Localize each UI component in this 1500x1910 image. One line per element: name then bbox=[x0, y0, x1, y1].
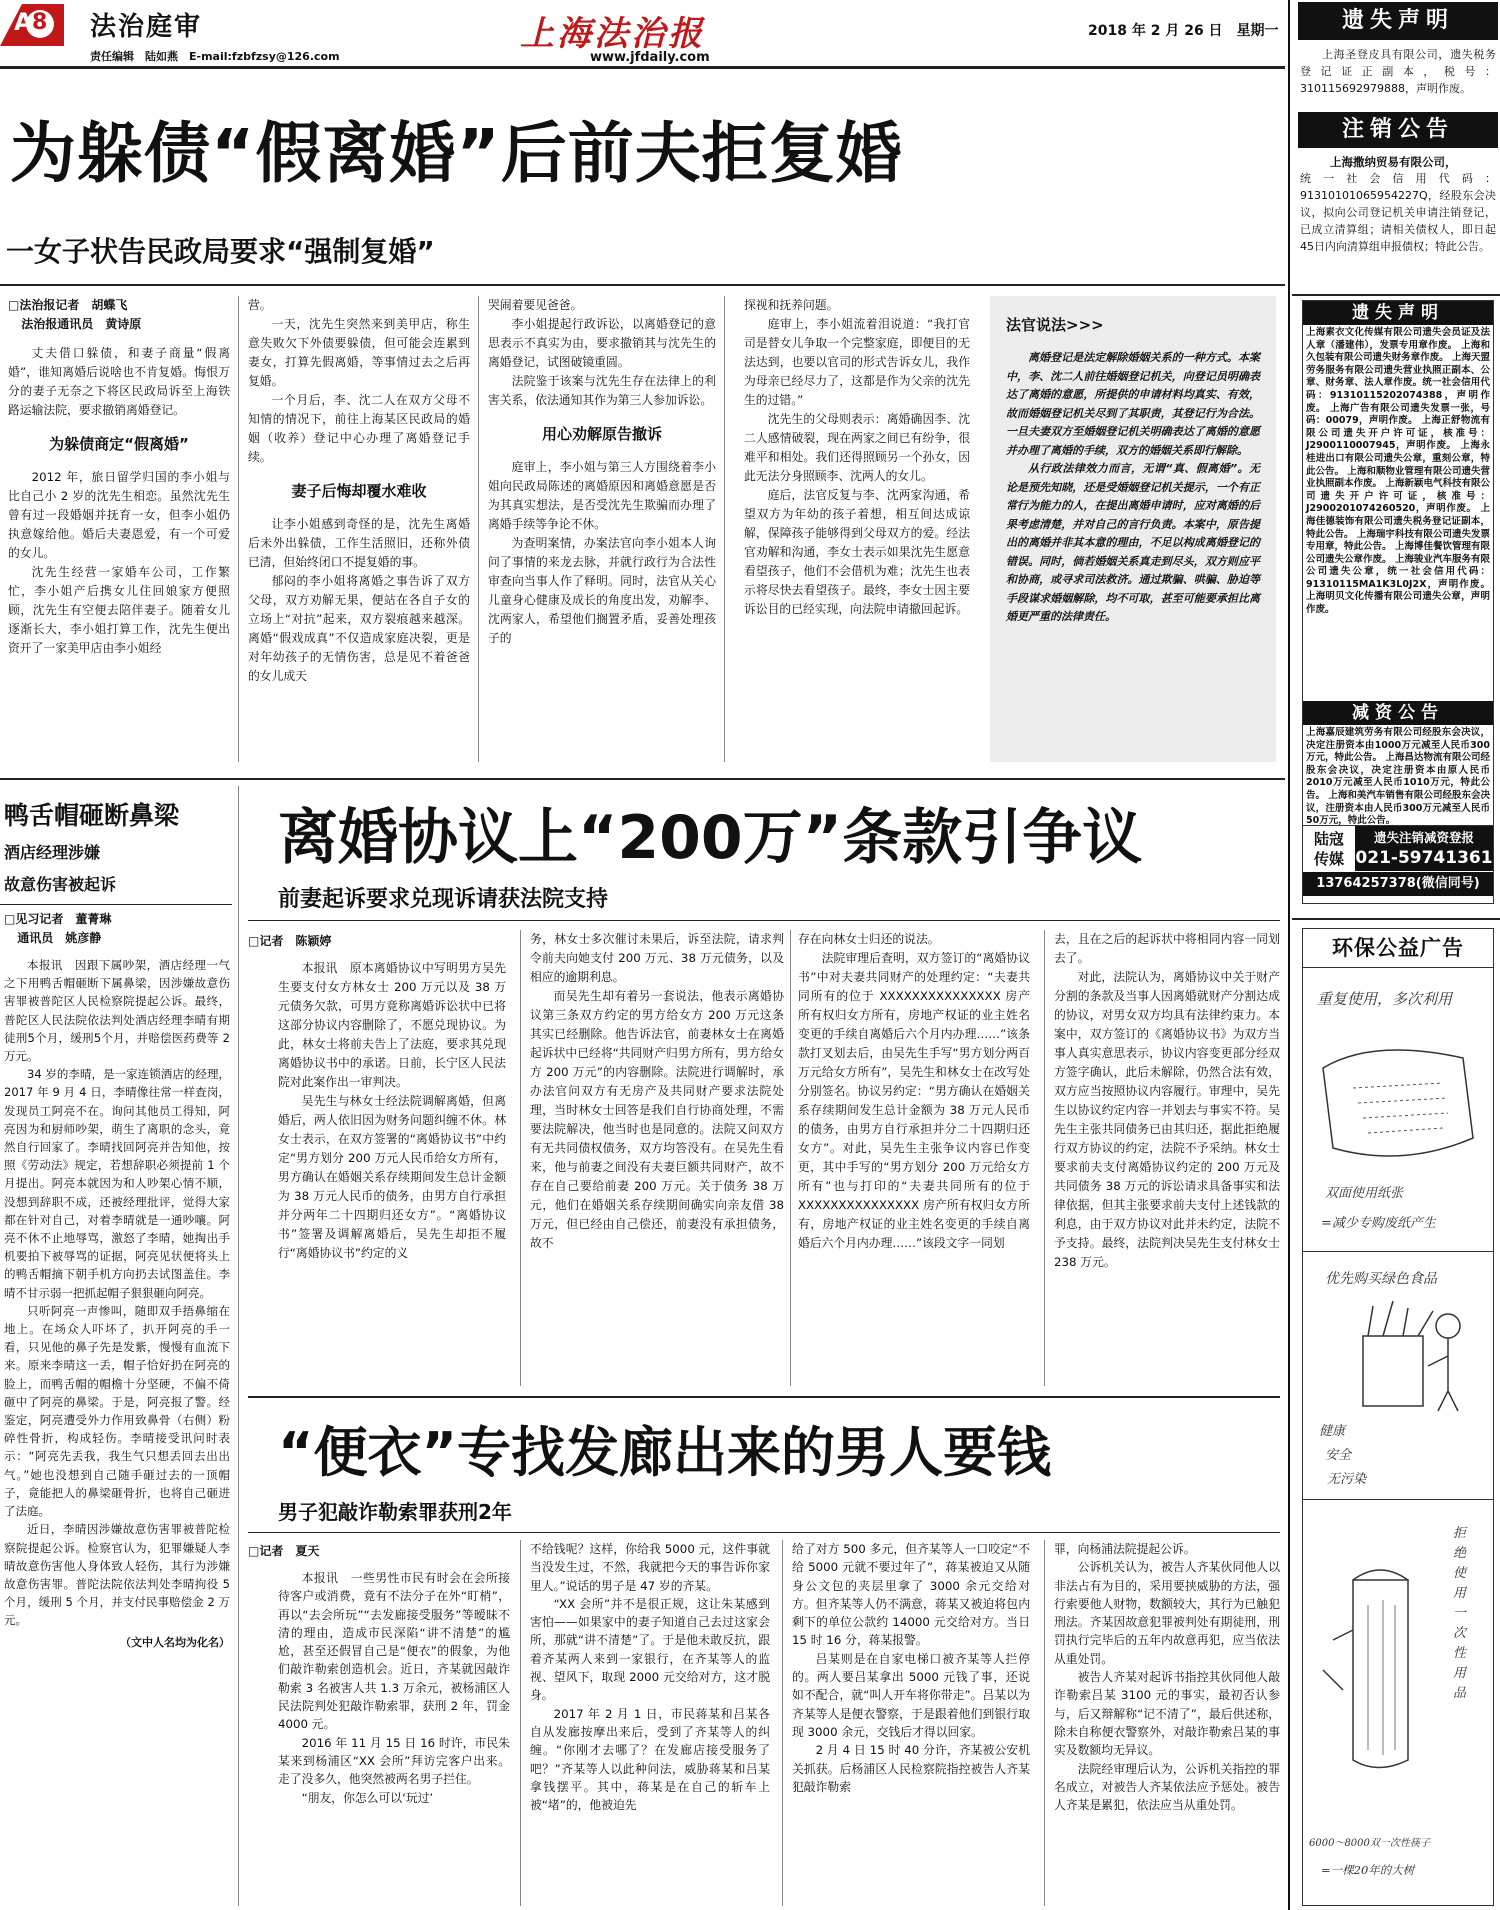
byline: □见习记者 董菁琳 bbox=[4, 912, 112, 926]
ad-brand-line: 陆寇 bbox=[1313, 830, 1344, 848]
ad-brand bbox=[1303, 826, 1355, 871]
paragraph: 只听阿亮一声惨叫，随即双手捂鼻缩在地上。在场众人吓坏了，扒开阿亮的手一看，只见他的鼻子先是发紫，慢慢有血流下来。原来李晴这一丢，帽子恰好扔在阿亮的脸上，而鸭舌帽的帽檐十分坚硬，不偏不倚砸中了阿亮的鼻梁。于是，阿亮报了警。经鉴定，阿亮遭受外力作用致鼻骨（右侧）粉碎性骨折，构成轻伤。李晴接受讯问时表示：“阿亮先丢我，我生气只想丢回去出出气。”她也没想到自己随手砸过去的一顶帽子，竟能把人的鼻梁砸骨折，也将自己砸进了法庭。 bbox=[4, 1303, 230, 1519]
eco-caption: 6000～8000双一次性筷子 bbox=[1309, 1838, 1430, 1849]
headline: 为躲债“假离婚”后前夫拒复婚 bbox=[10, 115, 903, 192]
notice-item: 上海嘉辰建筑劳务有限公司经股东会决议，决定注册资本由1000万元减至人民币300万元，特此公告。 bbox=[1306, 727, 1490, 764]
paragraph: 离婚登记是法定解除婚姻关系的一种方式。本案中，李、沈二人前往婚姻登记机关，向登记员明确表达了离婚的意愿，所提供的申请材料均真实、有效，故而婚姻登记机关尽到了其职责，其登记行为合法。一旦夫妻双方至婚姻登记机关明确表达了离婚的意愿并办理了离婚的手续，双方的婚姻关系即行解除。 bbox=[1006, 351, 1260, 457]
subheadline: 故意伤害被起诉 bbox=[4, 875, 117, 894]
notice-item: 上海瑞宇科技有限公司遗失发票专用章，特此公告。 bbox=[1306, 528, 1490, 553]
issue-date: 2018 年 2 月 26 日 星期一 bbox=[1088, 23, 1279, 39]
sidebar-rule bbox=[1288, 0, 1290, 1910]
paragraph: 法院经审理后认为，公诉机关指控的罪名成立，对被告人齐某依法应予惩处。被告人齐某是累犯，依法应当从重处罚。 bbox=[1054, 1761, 1280, 1813]
paragraph: 对此，法院认为，离婚协议中关于财产分割的条款及当事人因离婚就财产分割达成的协议，对男女双方均具有法律约束力。本案中，双方签订的《离婚协议书》为双方当事人真实意思表示，协议内容变更部分经双方签字确认，此后未解除，仍然合法有效，双方应当按照协议内容履行。审理中，吴先生以协议约定内容一并划去与事实不符。吴先生主张共同债务已由其归还，据此拒绝履行双方协议的约定，法院不予采纳。林女士要求前夫支付离婚协议约定的 200 万元及共同债务 38 万元的诉讼请求具备事实和法律依据，但其主张要求前夫支付上述钱款的利息，由于双方协议对此并未约定，法院不予支持。最终，法院判决吴先生支付林女士 238 万元。 bbox=[1054, 970, 1280, 1269]
paragraph: 2017 年 2 月 1 日，市民蒋某和吕某各自从发廊按摩出来后，受到了齐某等人的纠缠。“你刚才去哪了？在发廊店接受服务了吧？”齐某等人以此种问法，威胁蒋某和吕某拿钱摆平。其中，蒋某是在自己的斩车上被“堵”的，他被迫先 bbox=[530, 1706, 770, 1813]
paragraph: 庭后，法官反复与李、沈两家沟通，希望双方为年幼的孩子着想，相互间达成谅解，保障孩子能够得到父母双方的爱。经法官劝解和沟通，李女士表示如果沈先生愿意看望孩子，他们不会借机为难；沈先生也表示将尽快去看望孩子。最终，李女士因主要诉讼目的已经实现，向法院申请撤回起诉。 bbox=[744, 488, 970, 616]
column-rule bbox=[1044, 930, 1045, 1386]
notice-item: 上海新颖电气科技有限公司遗失开户许可证，核准号：J2900201074260520，声明作废。 bbox=[1306, 478, 1490, 515]
divider bbox=[0, 284, 1285, 286]
paragraph: 一天，沈先生突然来到美甲店，称生意失败欠下外债要躲债，但可能会连累到妻女，打算先假离婚，等事情过去之后再复婚。 bbox=[248, 317, 470, 388]
column-rule bbox=[782, 1540, 783, 1906]
column-rule bbox=[238, 296, 239, 762]
section-title: 法治庭审 bbox=[90, 12, 203, 42]
paragraph: 被告人齐某对起诉书指控其伙同他人敲诈勒索吕某 3100 元的事实，最初否认参与，后又辩解称“记不清了”，最后供述称，除未自称便衣警察外，对敲诈勒索吕某的事实及数额均无异议。 bbox=[1054, 1670, 1280, 1758]
page-number: 8 bbox=[32, 10, 48, 35]
paragraph: 庭审上，李小姐流着泪说道：“我打官司是替女儿争取一个完整家庭，即便目的无法达到，也要以官司的形式告诉女儿，我作为母亲已经尽力了，这都是作为父亲的沈先生的过错。” bbox=[744, 317, 970, 407]
note: （文中人名均为化名） bbox=[120, 1635, 230, 1649]
byline: 通讯员 姚彦静 bbox=[17, 931, 102, 945]
paragraph: 营。 bbox=[248, 298, 272, 312]
col-4 bbox=[1054, 930, 1280, 1386]
byline: □记者 夏天 bbox=[248, 1544, 320, 1558]
paragraph: 公诉机关认为，被告人齐某伙同他人以非法占有为目的，采用要挟威胁的方法，强行索要他人财物，数额较大，其行为已触犯刑法。齐某因故意犯罪被判处有期徒刑，刑罚执行完毕后的五年内故意再犯，应当依法从重处罚。 bbox=[1054, 1560, 1280, 1666]
notice-item: 上海天盟劳务服务有限公司遗失营业执照正副本、公章、财务章、法人章作废。统一社会信用代码：91310115202074388，声明作废。 bbox=[1306, 352, 1490, 414]
paragraph: 而吴先生却有着另一套说法，他表示离婚协议第三条双方约定的男方给女方 200 万元这条其实已经删除。他告诉法官，前妻林女士在离婚起诉状中已经将“共同财产归男方所有，男方给女方 200 万元”的内容删除。法院进行调解时，承办法官问双方有无房产及共同财产要求法院处理，当时林女士回答是我们自行协商处理，不需要法院解决，他当时也是同意的。法院又问双方有无共同债权债务，双方均答没有。在吴先生看来，他与前妻之间没有夫妻巨额共同财产，故不存在自己要给前妻 200 万元。关于债务 38 万元，他们在婚姻关系存续期间确实向亲友借 38 万元，但已经由自己偿还，前妻没有承担债务，故不 bbox=[530, 989, 784, 1250]
col bbox=[4, 910, 230, 1900]
eco-caption: 双面使用纸张 bbox=[1325, 1186, 1404, 1201]
paragraph: 吴先生与林女士经法院调解离婚，但离婚后，两人依旧因为财务问题纠缠不休。林女士表示，在双方签署的“离婚协议书”中约定“男方划分 200 万元人民币给女方所有，男方确认在婚姻关系存续期间发生总计金额为 38 万元人民币的债务，由男方自行承担并分两年二十四期归还女方”。“离婚协议书”签署及调解离婚后，吴先生却拒不履行“离婚协议书”约定的义 bbox=[278, 1094, 506, 1260]
notice-text: 上海圣登皮具有限公司，遗失税务登记证正副本，税号：310115692979888，声明作废。 bbox=[1300, 48, 1496, 95]
page-letter: A bbox=[14, 8, 33, 36]
paragraph: 务，林女士多次催讨未果后，诉至法院，请求判令前夫向她支付 200 万元、38 万元债务，以及相应的逾期利息。 bbox=[530, 932, 784, 984]
notice-title: 注销公告 bbox=[1298, 112, 1498, 148]
eco-caption: =减少专购废纸产生 bbox=[1321, 1216, 1436, 1231]
col-1 bbox=[8, 296, 230, 762]
col-3 bbox=[798, 930, 1030, 1386]
paragraph: 本报讯 原本离婚协议中写明男方吴先生要支付女方林女士 200 万元以及 38 万元债务欠款，可男方竟称离婚诉讼状中已将这部分协议内容删除了，不愿兑现协议。为此，林女士将前夫告上了法庭，要求其兑现离婚协议书中的承诺。日前，长宁区人民法院对此案作出一审判决。 bbox=[278, 961, 506, 1089]
eco-caption: =一棵20年的大树 bbox=[1321, 1863, 1415, 1877]
paragraph: 2012 年，旅日留学归国的李小姐与比自己小 2 岁的沈先生相恋。虽然沈先生曾有过一段婚姻并抚育一女，但李小姐仍执意嫁给他。婚后夫妻恩爱，有一个可爱的女儿。 bbox=[8, 470, 230, 560]
eco-caption: 健康 bbox=[1319, 1424, 1346, 1439]
column-rule bbox=[520, 930, 521, 1386]
eco-panel-chopsticks bbox=[1303, 1500, 1493, 1904]
divider bbox=[0, 778, 1285, 780]
col-2 bbox=[530, 930, 784, 1386]
column-rule bbox=[238, 786, 239, 1906]
col-2 bbox=[248, 296, 470, 762]
divider bbox=[248, 920, 1280, 921]
paragraph: “XX 会所”并不是很正规，这让朱某感到害怕——如果家中的妻子知道自己去过这家会所，那就“讲不清楚”了。于是他未敢反抗，跟着齐某两人来到一家银行，在齐某等人的监视、望风下，取现 2000 元交给对方，这才脱身。 bbox=[530, 1596, 770, 1703]
ad-mobile: 13764257378(微信同号) bbox=[1303, 871, 1493, 896]
eco-panel-food bbox=[1303, 1252, 1493, 1500]
col-1 bbox=[248, 1540, 510, 1906]
notice-item: 上海广告有限公司遗失发票一张，号码：00079，声明作废。 bbox=[1306, 402, 1490, 427]
ad-contact bbox=[1355, 826, 1493, 871]
paragraph: 哭闹着要见爸爸。 bbox=[488, 298, 583, 312]
col-3 bbox=[792, 1540, 1030, 1906]
col-4 bbox=[744, 296, 970, 762]
headline: 离婚协议上“200万”条款引争议 bbox=[278, 803, 1143, 873]
divider bbox=[1292, 294, 1500, 296]
notice-item: 上海昌达物流有限公司经股东会决议，决定注册资本由原人民币2010万元减至人民币1010万元，特此公告。 bbox=[1306, 752, 1490, 801]
eco-caption: 重复使用，多次利用 bbox=[1317, 990, 1453, 1008]
paragraph: 去，且在之后的起诉状中将相同内容一同划去了。 bbox=[1054, 932, 1280, 965]
paragraph: 存在向林女士归还的说法。 bbox=[798, 932, 940, 946]
notice-item: 上海和久包装有限公司遗失财务章作废。 bbox=[1306, 339, 1490, 364]
eco-panel-paper bbox=[1303, 968, 1493, 1252]
paragraph: 探视和抚养问题。 bbox=[744, 298, 839, 312]
paragraph: 不给钱呢？这样，你给我 5000 元，这件事就当没发生过，不然，我就把今天的事告诉你家里人。”说话的男子是 47 岁的齐某。 bbox=[530, 1542, 770, 1593]
notice-text: 统一社会信用代码：91310101065954227Q，经股东会决议，拟向公司登记机关申请注销登记，已成立清算组；请相关债权人，即日起45日内向清算组申报债权；特此公告。 bbox=[1300, 172, 1496, 253]
byline: □法治报记者 胡蝶飞 bbox=[8, 298, 128, 312]
byline: □记者 陈颖婷 bbox=[248, 934, 332, 948]
notice-item: 上海骏业汽车服务有限公司遗失公章，统一社会信用代码：91310115MA1K3L0J2X，声明作废。 bbox=[1306, 553, 1490, 590]
notice-title: 遗失声明 bbox=[1298, 2, 1498, 40]
divider bbox=[0, 904, 232, 905]
section-heading: 用心劝解原告撤诉 bbox=[541, 425, 662, 443]
eco-caption: 拒绝使用一次性用品 bbox=[1453, 1526, 1467, 1701]
paragraph: 本报讯 因跟下属吵架，酒店经理一气之下用鸭舌帽砸断下属鼻梁，因涉嫌故意伤害罪被普陀区人民检察院提起公诉。最终，普陀区人民法院依法判处酒店经理李晴有期徒刑5个月，缓刑5个月，并赔偿医药费等 2 万元。 bbox=[4, 958, 230, 1064]
notice-item: 上海明贝文化传播有限公司遗失公章，声明作废。 bbox=[1306, 591, 1490, 616]
eco-ad bbox=[1302, 928, 1494, 1906]
ad-brand-line: 传媒 bbox=[1313, 850, 1344, 868]
eco-caption: 优先购买绿色食品 bbox=[1325, 1271, 1437, 1287]
paper-sheet-icon bbox=[1313, 1028, 1483, 1178]
classified-box bbox=[1302, 300, 1494, 904]
paragraph: 本报讯 一些男性市民有时会在会所接待客户或消费，竟有不法分子在外“盯梢”，再以“去会所玩”“去发廊接受服务”等暧昧不清的理由，造成市民深陷“讲不清楚”的尴尬，甚至还假冒自己是“便衣”的假象，为他们敲诈勒索创造机会。近日，齐某就因敲诈勒索 3 名被害人共 1.3 万余元，被杨浦区人民法院判处犯敲诈勒索罪，获刑 2 年，罚金 4000 元。 bbox=[278, 1571, 510, 1732]
box-body bbox=[1006, 349, 1260, 627]
site-url: www.jfdaily.com bbox=[590, 50, 710, 65]
editor-line: 责任编辑 陆如燕 E-mail:fzbfzsy@126.com bbox=[90, 50, 340, 63]
column-rule bbox=[1044, 1540, 1045, 1906]
paragraph: 沈先生的父母则表示：离婚确因李、沈二人感情破裂，现在两家之间已有纷争，很难平和相处。我们还得照顾另一个孙女，因此无法分身照顾李、沈两人的女儿。 bbox=[744, 412, 970, 483]
header-rule bbox=[0, 66, 1285, 69]
shopping-bag-icon bbox=[1323, 1296, 1473, 1416]
masthead: 上海法治报 bbox=[520, 14, 705, 54]
paragraph: 丈夫借口躲债，和妻子商量“假离婚”，谁知离婚后说啥也不肯复婚。悔恨万分的妻子无奈之下将区民政局诉至上海铁路运输法院，要求撤销离婚登记。 bbox=[8, 346, 230, 417]
paragraph: 让李小姐感到奇怪的是，沈先生离婚后未外出躲债，工作生活照旧，还称外债已清，但始终闭口不提复婚的事。 bbox=[248, 517, 470, 569]
col-1 bbox=[248, 930, 506, 1386]
paragraph: 2 月 4 日 15 时 40 分许，齐某被公安机关抓获。后杨浦区人民检察院指控被告人齐某犯敲诈勒索 bbox=[792, 1743, 1030, 1794]
divider bbox=[248, 1396, 1280, 1398]
section-heading: 为躲债商定“假离婚” bbox=[49, 435, 189, 453]
notice-item: 上海和美汽车销售有限公司经股东会决议，注册资本由人民币300万元减至人民币50万元，特此公告。 bbox=[1306, 789, 1490, 827]
eco-title: 环保公益广告 bbox=[1303, 929, 1493, 968]
byline: 法治报通讯员 黄诗原 bbox=[21, 317, 142, 331]
column-rule bbox=[520, 1540, 521, 1906]
divider bbox=[1292, 918, 1500, 920]
judge-comment-box bbox=[990, 296, 1276, 762]
paragraph: 郁闷的李小姐将离婚之事告诉了双方父母，双方劝解无果，便站在各自子女的立场上“对抗”起来，双方裂痕越来越深。离婚“假戏成真”不仅造成家庭决裂，更是对年幼孩子的无情伤害，总是见不着爸爸的女儿成天 bbox=[248, 574, 470, 683]
section-heading: 妻子后悔却覆水难收 bbox=[291, 482, 427, 500]
headline: 鸭舌帽砸断鼻梁 bbox=[4, 801, 180, 830]
notice-item: 上海永桂进出口有限公司遗失公章，重刻公章，特此公告。 bbox=[1306, 440, 1491, 477]
paragraph: 罪，向杨浦法院提起公诉。 bbox=[1054, 1542, 1196, 1556]
notice-company: 上海撒纳贸易有限公司， bbox=[1330, 155, 1457, 169]
paragraph: 庭审上，李小姐与第三人方围绕着李小姐向民政局陈述的离婚原因和离婚意愿是否为其真实想法，是否受沈先生欺骗而办理了离婚手续等争论不休。 bbox=[488, 460, 716, 531]
col-4 bbox=[1054, 1540, 1280, 1906]
ad-banner bbox=[1303, 825, 1493, 871]
notice-item: 上海博佳餐饮管理有限公司遗失公章作废。 bbox=[1306, 541, 1490, 565]
paragraph: 李小姐提起行政诉讼，以离婚登记的意思表示不真实为由，要求撤销其与沈先生的离婚登记，试图破镜重圆。 bbox=[488, 317, 716, 369]
paragraph: 法院审理后查明，双方签订的“离婚协议书”中对夫妻共同财产的处理约定：“夫妻共同所有的位于 XXXXXXXXXXXXXXX 房产所有权归女方所有，房地产权证的业主姓名变更的手续自离婚后六个月内办理……”该条款打叉划去后，由吴先生手写“男方划分两百万元给女方所有”，吴先生和林女士在改写处分别签名。协议另约定：“男方确认在婚姻关系存续期间发生总计金额为 38 万元人民币的债务，由男方自行承担并分二十四期归还女方”。对此，吴先生主张争议内容已作变更，其中手写的“男方划分 200 万元给女方所有”也与打印的“夫妻共同所有的位于 XXXXXXXXXXXXXXX 房产所有权归女方所有，房地产权证的业主姓名变更的手续自离婚后六个月内办理……”该段文字一同划 bbox=[798, 951, 1030, 1250]
col-2 bbox=[530, 1540, 770, 1906]
divider bbox=[248, 1532, 1280, 1533]
notice-list bbox=[1303, 725, 1493, 825]
notice-title: 遗失声明 bbox=[1303, 301, 1493, 325]
paragraph: 34 岁的李晴，是一家连锁酒店的经理，2017 年 9 月 4 日，李晴像往常一样查岗，发现员工阿亮不在。询问其他员工得知，阿亮因为和厨师吵架，萌生了离职的念头，竟然自行回家了。李晴找回阿亮并告知他，按照《劳动法》规定，若想辞职必须提前 1 个月提出。阿亮本就因为和人吵架心情不顺，没想到辞职不成，还被经理批评，觉得大家都在针对自己，对着李晴就是一通吵嚷。阿亮不休不止地辱骂，激怒了李晴，她掏出手机要拍下被辱骂的证据，阿亮见状便将头上的鸭舌帽摘下朝手机方向扔去试图盖住。李晴不甘示弱一把抓起帽子狠狠砸向阿亮。 bbox=[4, 1067, 230, 1300]
subheadline: 酒店经理涉嫌 bbox=[4, 843, 101, 862]
paragraph: 沈先生经营一家婚车公司，工作繁忙，李小姐产后携女儿住回娘家方便照顾，沈先生有空便去陪伴妻子。随着女儿逐渐长大，李小姐打算工作，沈先生便出资开了一家美甲店由李小姐经 bbox=[8, 565, 230, 655]
paragraph: 近日，李晴因涉嫌故意伤害罪被普陀检察院提起公诉。检察官认为，犯罪嫌疑人李晴故意伤害他人身体致人轻伤，其行为涉嫌故意伤害罪。普陀法院依法判处李晴拘役 5 个月，缓刑 5 个月，并支付民事赔偿金 2 万元。 bbox=[4, 1522, 230, 1628]
paragraph: 为查明案情，办案法官向李小姐本人询问了事情的来龙去脉，并就行政行为合法性审查向当事人作了释明。同时，法官从关心儿童身心健康及成长的角度出发，劝解李、沈两家人，希望他们搁置矛盾，妥善处理孩子的 bbox=[488, 536, 716, 645]
column-rule bbox=[478, 296, 479, 762]
notice-item: 上海正舒物流有限公司遗失开户许可证，核准号：J2900110007945，声明作废。 bbox=[1306, 415, 1490, 452]
eco-caption: 无污染 bbox=[1327, 1472, 1367, 1487]
notice-item: 上海佳德装饰有限公司遗失税务登记证副本，特此公告。 bbox=[1306, 503, 1490, 540]
subheadline: 男子犯敲诈勒索罪获刑2年 bbox=[278, 1500, 512, 1524]
eco-caption: 安全 bbox=[1325, 1448, 1352, 1463]
column-rule bbox=[724, 296, 725, 762]
paragraph: 一个月后，李、沈二人在双方父母不知情的情况下，前往上海某区民政局的婚姻（收养）登记中心办理了离婚登记手续。 bbox=[248, 393, 470, 464]
paragraph: 从行政法律效力而言，无谓“真、假离婚”。无论是预先知晓，还是受婚姻登记机关提示，一个有正常行为能力的人，在提出离婚申请时，应对离婚的后果考虑清楚，并对自己的言行负责。本案中，原告提出的离婚并非其本意的理由，不足以构成离婚登记的错误。同时，倘若婚姻关系真走到尽头，双方则应平和协商，或寻求司法救济。通过欺骗、哄骗、胁迫等手段谋求婚姻解除，均不可取，甚至可能要承担比离婚更严重的法律责任。 bbox=[1006, 462, 1260, 623]
box-title: 法官说法>>> bbox=[1006, 316, 1104, 334]
column-rule bbox=[790, 930, 791, 1386]
paragraph: 吕某则是在自家电梯口被齐某等人拦停的。两人要吕某拿出 5000 元钱了事，还说如不配合，就“叫人开车将你带走”。吕某以为齐某等人是便衣警察，于是跟着他们到银行取现 3000 余元，交钱后才得以回家。 bbox=[792, 1651, 1030, 1739]
page-number-badge bbox=[0, 0, 64, 46]
paragraph: 2016 年 11 月 15 日 16 时许，市民朱某来到杨浦区“XX 会所”拜访完客户出来。走了没多久，他突然被两名男子拦住。 bbox=[278, 1735, 510, 1787]
notice-item: 上海和顺物业管理有限公司遗失营业执照副本作废。 bbox=[1306, 465, 1490, 490]
notice-item: 上海素衣文化传媒有限公司遗失会员证及法人章（潘建伟），发票专用章作废。 bbox=[1306, 327, 1490, 351]
notice-list bbox=[1303, 325, 1493, 701]
subheadline: 前妻起诉要求兑现诉请获法院支持 bbox=[278, 887, 609, 912]
notice-title: 减资公告 bbox=[1303, 701, 1493, 725]
ad-service: 遗失注销减资登报 bbox=[1373, 830, 1474, 845]
paragraph: “朋友，你怎么可以‘玩过’ bbox=[301, 1790, 434, 1805]
paragraph: 法院鉴于该案与沈先生存在法律上的利害关系，依法通知其作为第三人参加诉讼。 bbox=[488, 374, 716, 407]
col-3 bbox=[488, 296, 716, 762]
paragraph: 给了对方 500 多元，但齐某等人一口咬定“不给 5000 元就不要过年了”，蒋某被迫又从随身公文包的夹层里拿了 3000 余元交给对方。但齐某等人仍不满意，蒋某又被迫将包内剩下的单位公款约 14000 元交给对方。当日 15 时 16 分，蒋某报警。 bbox=[792, 1542, 1030, 1648]
tree-stump-icon bbox=[1313, 1520, 1443, 1820]
subheadline: 一女子状告民政局要求“强制复婚” bbox=[6, 235, 435, 268]
ad-phone: 021-59741361 bbox=[1355, 848, 1493, 868]
headline: “便衣”专找发廊出来的男人要钱 bbox=[278, 1421, 1051, 1484]
